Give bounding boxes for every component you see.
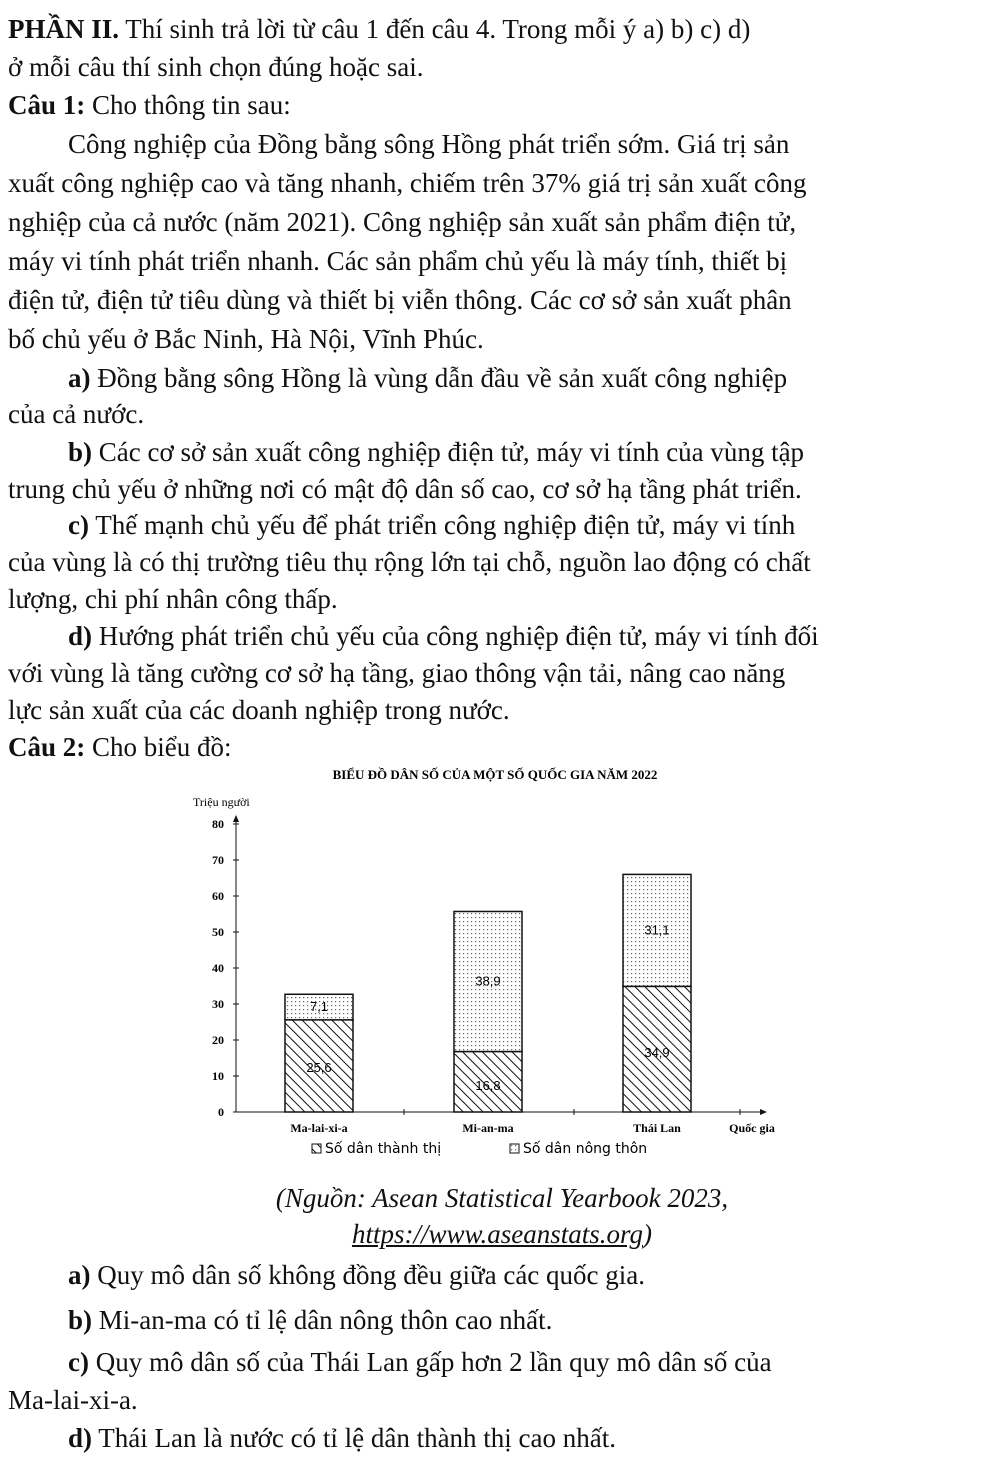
- q1-option-b-cont: trung chủ yếu ở những nơi có mật độ dân số cao, cơ sở hạ tầng phát triển.: [8, 474, 802, 504]
- option-text: Hướng phát triển chủ yếu của công nghiệp điện tử, máy vi tính đối: [92, 621, 819, 651]
- q2-intro: Cho biểu đồ:: [85, 732, 232, 762]
- q1-passage-line: điện tử, điện tử tiêu dùng và thiết bị viễn thông. Các cơ sở sản xuất phân: [8, 285, 792, 315]
- option-label: d): [68, 1423, 93, 1453]
- option-text: Thái Lan là nước có tỉ lệ dân thành thị cao nhất.: [92, 1423, 617, 1453]
- option-label: c): [68, 510, 89, 540]
- y-axis-label: Triệu người: [193, 795, 250, 809]
- y-tick-label: 10: [212, 1069, 224, 1083]
- part-instruction: Thí sinh trả lời từ câu 1 đến câu 4. Trong mỗi ý a) b) c) d): [119, 14, 751, 44]
- q2-label: Câu 2:: [8, 732, 86, 762]
- q1-passage-line: xuất công nghiệp cao và tăng nhanh, chiếm trên 37% giá trị sản xuất công: [8, 168, 807, 198]
- option-text: Mi-an-ma có tỉ lệ dân nông thôn cao nhất.: [92, 1305, 553, 1335]
- y-tick-label: 0: [218, 1105, 224, 1119]
- bar-urban-label: 16,8: [475, 1077, 501, 1093]
- population-chart: [170, 760, 810, 1170]
- option-label: c): [68, 1347, 89, 1377]
- q1-option-c-cont: của vùng là có thị trường tiêu thụ rộng lớn tại chỗ, nguồn lao động có chất: [8, 547, 811, 577]
- y-tick-label: 40: [212, 961, 224, 975]
- category-label: Thái Lan: [633, 1121, 681, 1135]
- chart-source-url-line: [0, 1217, 1004, 1251]
- q1-passage-line: Công nghiệp của Đồng bằng sông Hồng phát triển sớm. Giá trị sản: [68, 129, 790, 159]
- q2-option-c: [68, 1345, 772, 1379]
- bars: [285, 874, 691, 1135]
- category-label: Ma-lai-xi-a: [290, 1121, 348, 1135]
- chart-source: (Nguồn: Asean Statistical Yearbook 2023,: [275, 1183, 729, 1213]
- legend: [312, 1140, 647, 1157]
- source-close: ): [643, 1219, 653, 1249]
- option-text: Đồng bằng sông Hồng là vùng dẫn đầu về sản xuất công nghiệp: [90, 363, 788, 393]
- x-axis-label: Quốc gia: [729, 1121, 775, 1135]
- part-header-line2: ở mỗi câu thí sinh chọn đúng hoặc sai.: [8, 52, 424, 82]
- y-tick-label: 50: [212, 925, 224, 939]
- y-tick-label: 80: [212, 817, 224, 831]
- q2-option-c-cont: Ma-lai-xi-a.: [8, 1385, 138, 1415]
- q2-option-d: [68, 1421, 616, 1455]
- q1-option-b: [68, 435, 804, 469]
- bar-rural-label: 7,1: [309, 999, 329, 1015]
- option-text: Các cơ sở sản xuất công nghiệp điện tử, máy vi tính của vùng tập: [92, 437, 805, 467]
- q1-option-c: [68, 508, 795, 542]
- q1-label: Câu 1:: [8, 90, 86, 120]
- part-header-line1: [8, 12, 750, 46]
- part-title: PHẦN II.: [8, 14, 120, 44]
- option-label: b): [68, 1305, 93, 1335]
- q1-option-c-cont: lượng, chi phí nhân công thấp.: [8, 584, 338, 614]
- q1-heading: [8, 88, 291, 122]
- q1-passage-line: nghiệp của cả nước (năm 2021). Công nghiệp sản xuất sản phẩm điện tử,: [8, 207, 797, 237]
- y-tick-label: 20: [212, 1033, 224, 1047]
- q1-option-d-cont: với vùng là tăng cường cơ sở hạ tầng, giao thông vận tải, nâng cao năng: [8, 658, 786, 688]
- q1-intro: Cho thông tin sau:: [85, 90, 291, 120]
- y-axis-arrow: [233, 815, 239, 822]
- q1-passage-line: máy vi tính phát triển nhanh. Các sản phẩm chủ yếu là máy tính, thiết bị: [8, 246, 788, 276]
- category-label: Mi-an-ma: [462, 1121, 514, 1135]
- bar-urban-label: 25,6: [306, 1059, 332, 1075]
- option-label: b): [68, 437, 93, 467]
- q2-option-b: [68, 1303, 552, 1337]
- y-axis: [212, 815, 239, 1119]
- chart-title: BIỂU ĐỒ DÂN SỐ CỦA MỘT SỐ QUỐC GIA NĂM 2022: [332, 767, 658, 782]
- option-text: Quy mô dân số của Thái Lan gấp hơn 2 lần quy mô dân số của: [88, 1347, 772, 1377]
- option-text: Thế mạnh chủ yếu để phát triển công nghiệp điện tử, máy vi tính: [88, 510, 796, 540]
- source-link[interactable]: https://www.aseanstats.org: [351, 1219, 644, 1249]
- legend-rural-swatch: [510, 1144, 519, 1153]
- bar-urban-label: 34,9: [644, 1045, 670, 1061]
- legend-rural-label: Số dân nông thôn: [523, 1141, 648, 1157]
- bar-rural-label: 31,1: [644, 922, 670, 938]
- option-label: a): [68, 1260, 91, 1290]
- legend-urban-label: Số dân thành thị: [325, 1141, 442, 1157]
- q1-passage-line: bố chủ yếu ở Bắc Ninh, Hà Nội, Vĩnh Phúc.: [8, 324, 484, 354]
- y-tick-label: 30: [212, 997, 224, 1011]
- q1-option-a-cont: của cả nước.: [8, 399, 145, 429]
- y-tick-label: 70: [212, 853, 224, 867]
- q1-option-d: [68, 619, 819, 653]
- option-text: Quy mô dân số không đồng đều giữa các quốc gia.: [90, 1260, 646, 1290]
- q2-heading: [8, 730, 232, 764]
- q1-option-d-cont: lực sản xuất của các doanh nghiệp trong nước.: [8, 695, 510, 725]
- bar-rural-label: 38,9: [475, 973, 501, 989]
- y-tick-label: 60: [212, 889, 224, 903]
- option-label: d): [68, 621, 93, 651]
- legend-urban-swatch: [312, 1144, 321, 1153]
- x-axis-arrow: [760, 1109, 767, 1115]
- q2-option-a: [68, 1258, 645, 1292]
- q1-option-a: [68, 361, 787, 395]
- option-label: a): [68, 363, 91, 393]
